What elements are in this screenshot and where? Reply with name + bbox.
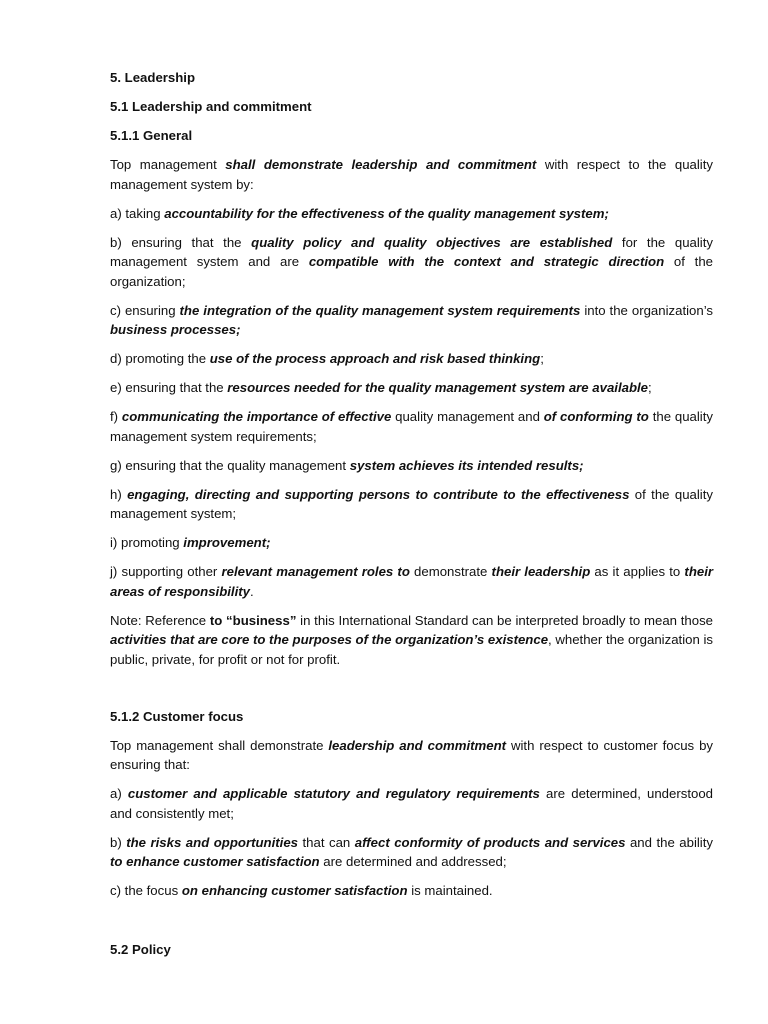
list-item-e: e) ensuring that the resources needed for the quality management system are available; [110, 380, 652, 395]
list-item-f: f) communicating the importance of effective quality management and of conforming to the quality management system requirements; [110, 409, 713, 444]
note-paragraph: Note: Reference to “business” in this International Standard can be interpreted broadly to mean those activities that are core to the purposes of the organization’s existence, whether the organization is public, private, for profit or not for profit. [110, 612, 714, 667]
intro-paragraph: Top management shall demonstrate leadership and commitment with respect to the quality management system by: [110, 157, 713, 192]
list-item-g: g) ensuring that the quality management system achieves its intended results; [110, 457, 584, 473]
list-item-d: d) promoting the use of the process approach and risk based thinking; [110, 351, 544, 366]
list-item-i: i) promoting improvement; [110, 535, 271, 550]
customer-focus-item-c: c) the focus on enhancing customer satisfaction is maintained. [110, 883, 493, 898]
section-heading: 5. Leadership [110, 70, 196, 85]
list-item-c: c) ensuring the integration of the quality management system requirements into the organization’s business processes; [110, 302, 713, 337]
list-item-h: h) engaging, directing and supporting persons to contribute to the effectiveness of the quality management system; [110, 486, 713, 521]
policy-heading: 5.2 Policy [110, 942, 171, 957]
subsection-heading: 5.1 Leadership and commitment [110, 99, 312, 114]
list-item-j: j) supporting other relevant management roles to demonstrate their leadership as it applies to their areas of responsibility. [110, 564, 713, 599]
customer-focus-item-a: a) customer and applicable statutory and regulatory requirements are determined, understood and consistently met; [110, 786, 714, 821]
customer-focus-item-b: b) the risks and opportunities that can affect conformity of products and services and the ability to enhance customer satisfaction are determined and addressed; [110, 834, 713, 869]
spacer [110, 679, 713, 707]
list-item-a: a) taking accountability for the effectiveness of the quality management system; [110, 205, 609, 221]
customer-focus-intro: Top management shall demonstrate leadership and commitment with respect to customer focus by ensuring that: [110, 737, 713, 772]
list-item-b: b) ensuring that the quality policy and quality objectives are established for the quality management system and are compatible with the context and strategic direction of the organization; [110, 234, 713, 289]
spacer [110, 910, 713, 940]
customer-focus-heading: 5.1.2 Customer focus [110, 708, 244, 724]
document-page [110, 68, 713, 969]
subsubsection-heading: 5.1.1 General [110, 128, 193, 143]
